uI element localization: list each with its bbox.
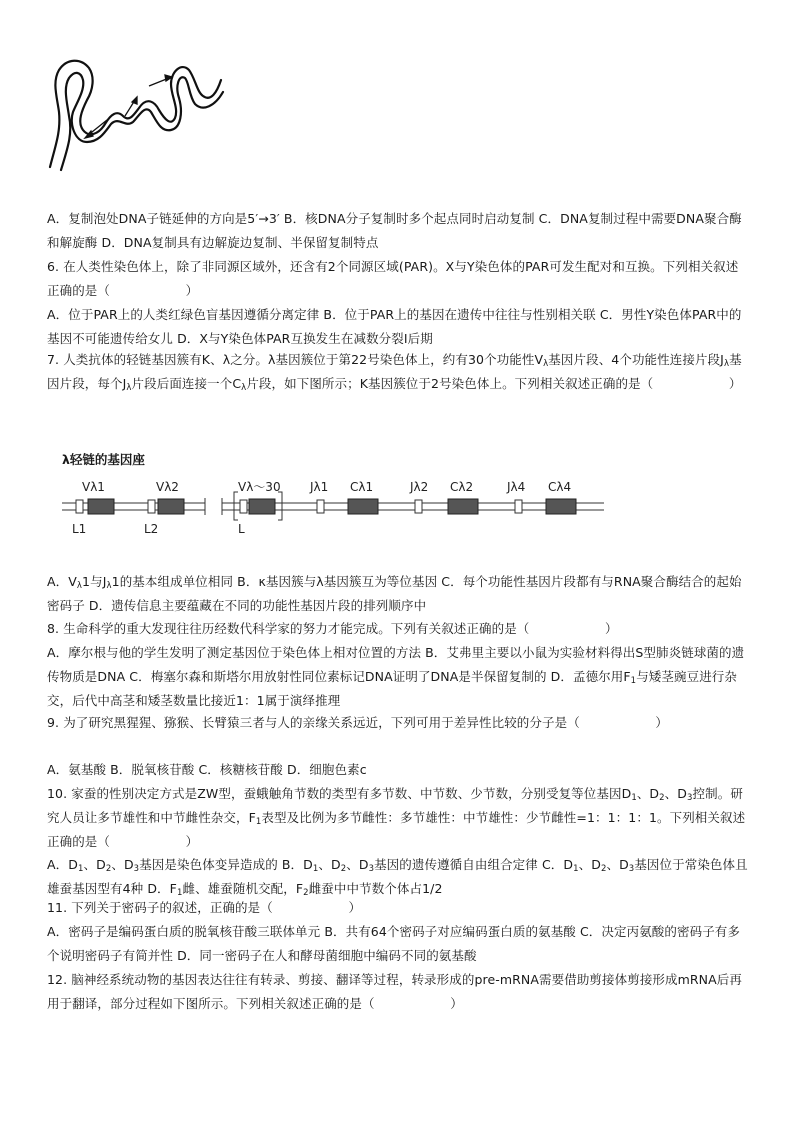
q11-stem-text: 11. 下列关于密码子的叙述，正确的是（ ） — [47, 900, 362, 915]
q10-opt-8: 、D — [578, 857, 601, 872]
label-l1: L1 — [72, 522, 87, 536]
q10-opt-sub-7: 1 — [573, 864, 579, 874]
q8-stem — [47, 617, 749, 641]
q10-opt-9: 、D — [606, 857, 629, 872]
q7-sub-3: λ — [126, 383, 132, 393]
q10-opt-sub-5: 2 — [340, 864, 347, 874]
q10-sub-3: 3 — [687, 793, 693, 803]
dna-strand-outer — [50, 61, 221, 167]
label-c1: Cλ1 — [350, 480, 374, 494]
segment-C4 — [546, 499, 576, 514]
q5-options — [47, 207, 749, 255]
q9-stem-text: 9. 为了研究黑猩猩、猕猴、长臂猿三者与人的亲缘关系远近，下列可用于差异性比较的分子是（ ） — [47, 715, 669, 730]
q6-options — [47, 303, 749, 351]
q8-stem-text: 8. 生命科学的重大发现往往历经数代科学家的努力才能完成。下列有关叙述正确的是（ ） — [47, 621, 618, 636]
q7-opt-text-3: 1的基本组成单位相同 B．κ基因簇与λ基因簇互为等位基因 C．每个功能性基因片段都有与RNA聚合酶结合的起始密码子 D．遗传信息主要蕴藏在不同的功能性基因片段的排列顺序中 — [47, 574, 742, 613]
q10-opt-11: 雌、雄蚕随机交配，F — [182, 881, 304, 896]
segment-J2 — [415, 500, 422, 513]
q10-options — [47, 853, 749, 901]
q7-text-4: 片段后面连接一个C — [131, 376, 242, 391]
q7-stem — [47, 348, 749, 396]
q7-text-2: 基因片段、4个功能性连接片段J — [548, 352, 724, 367]
label-j4: Jλ4 — [507, 480, 526, 494]
segment-V2 — [158, 499, 184, 514]
segment-C2 — [448, 499, 478, 514]
label-l: L — [238, 522, 245, 536]
label-j1: Jλ1 — [310, 480, 329, 494]
segment-J1 — [317, 500, 324, 513]
q6-options-text: A．位于PAR上的人类红绿色盲基因遵循分离定律 B．位于PAR上的基因在遗传中往往与性别相关联 C．男性Y染色体PAR中的基因不可能遗传给女儿 D．X与Y染色体PAR互换发生在减数分裂Ⅰ后期 — [47, 307, 742, 346]
q10-opt-sub-11: 2 — [303, 888, 309, 898]
q10-text-4: 控制。研究人员让多节雄性和中节雌性杂交，F — [47, 786, 743, 825]
q10-opt-sub-8: 2 — [600, 864, 607, 874]
q7-sub-1: λ — [543, 359, 549, 369]
q10-sub-1: 1 — [631, 793, 637, 803]
q7-text-3: 基因片段，每个J — [47, 352, 742, 391]
q5-options-text: A．复制泡处DNA子链延伸的方向是5′→3′ B．核DNA分子复制时多个起点同时启动复制 C．DNA复制过程中需要DNA聚合酶和解旋酶 D．DNA复制具有边解旋边复制、半保留复制特点 — [47, 211, 742, 250]
q6-stem-text: 6. 在人类性染色体上，除了非同源区域外，还含有2个同源区域(PAR)。X与Y染色体的PAR可发生配对和互换。下列相关叙述正确的是（ ） — [47, 259, 739, 298]
q7-text-5: 片段，如下图所示；K基因簇位于2号染色体上。下列相关叙述正确的是（ ） — [246, 376, 742, 391]
q10-opt-sub-10: 1 — [176, 888, 183, 898]
q10-opt-4: 基因是染色体变异造成的 B．D — [139, 857, 313, 872]
label-c2: Cλ2 — [450, 480, 474, 494]
q10-opt-1: A．D — [47, 857, 78, 872]
segment-L1 — [76, 500, 83, 513]
q10-text-1: 10. 家蚕的性别决定方式是ZW型，蚕蛾触角节数的类型有多节数、中节数、少节数，分别受复等位基因D — [47, 786, 632, 801]
q10-opt-7: 基因的遗传遵循自由组合定律 C．D — [374, 857, 574, 872]
q12-stem — [47, 968, 749, 1016]
label-v2: Vλ2 — [156, 480, 179, 494]
q11-options — [47, 920, 749, 968]
q10-sub-4: 1 — [255, 817, 262, 827]
q10-opt-sub-4: 1 — [312, 864, 319, 874]
label-v1: Vλ1 — [82, 480, 105, 494]
segment-J4 — [515, 500, 522, 513]
label-j2: Jλ2 — [410, 480, 429, 494]
q10-text-2: 、D — [636, 786, 660, 801]
q10-opt-sub-2: 2 — [105, 864, 112, 874]
q10-opt-sub-3: 3 — [133, 864, 140, 874]
q8-opt-text-2: 与矮茎豌豆进行杂交，后代中高茎和矮茎数量比接近1：1属于演绎推理 — [47, 669, 737, 708]
q7-opt-text-2: 1与J — [82, 574, 107, 589]
label-l2: L2 — [144, 522, 159, 536]
q8-options — [47, 641, 749, 713]
label-v30: Vλ～30 — [238, 480, 281, 494]
q10-opt-sub-6: 3 — [368, 864, 375, 874]
q7-opt-sub-1: λ — [76, 581, 83, 591]
lambda-locus-title: λ轻链的基因座 — [62, 452, 145, 467]
q10-text-3: 、D — [664, 786, 687, 801]
segment-V1 — [88, 499, 114, 514]
q12-stem-text: 12. 脑神经系统动物的基因表达往往有转录、剪接、翻译等过程，转录形成的pre-mRNA需要借助剪接体剪接形成mRNA后再用于翻译，部分过程如下图所示。下列相关叙述正确的是（ ） — [47, 972, 742, 1011]
q7-sub-4: λ — [241, 383, 247, 393]
q10-opt-10: 基因位于常染色体且雄蚕基因型有4种 D．F — [47, 857, 748, 896]
segment-V30 — [249, 499, 275, 514]
q10-opt-2: 、D — [83, 857, 106, 872]
q10-opt-12: 雌蚕中中节数个体占1/2 — [308, 881, 443, 896]
q9-stem — [47, 711, 749, 735]
q10-opt-sub-1: 1 — [77, 864, 84, 874]
q10-sub-2: 2 — [659, 793, 665, 803]
q9-options-text: A．氨基酸 B．脱氧核苷酸 C．核糖核苷酸 D．细胞色素c — [47, 762, 367, 777]
segment-C1 — [348, 499, 378, 514]
q10-opt-6: 、D — [346, 857, 369, 872]
label-c4: Cλ4 — [548, 480, 572, 494]
q7-sub-2: λ — [723, 359, 730, 369]
q10-stem — [47, 782, 749, 854]
q6-stem — [47, 255, 749, 303]
q10-opt-5: 、D — [318, 857, 341, 872]
q11-stem — [47, 896, 749, 920]
segment-L — [240, 500, 247, 513]
q8-opt-sub: 1 — [630, 676, 637, 686]
q8-opt-text-1: A．摩尔根与他的学生发明了测定基因位于染色体上相对位置的方法 B．艾弗里主要以小鼠为实验材料得出S型肺炎链球菌的遗传物质是DNA C．梅塞尔森和斯塔尔用放射性同位素标记DNA证明了DNA是半保留复制的 D．孟德尔用F — [47, 645, 745, 684]
dna-strand-inner — [61, 73, 223, 170]
q11-options-text: A．密码子是编码蛋白质的脱氧核苷酸三联体单元 B．共有64个密码子对应编码蛋白质的氨基酸 C．决定丙氨酸的密码子有多个说明密码子有简并性 D．同一密码子在人和酵母菌细胞中编码不同的氨基酸 — [47, 924, 741, 963]
q7-opt-sub-2: λ — [106, 581, 112, 591]
q7-opt-text-1: A．V — [47, 574, 77, 589]
q10-opt-3: 、D — [111, 857, 134, 872]
q7-options — [47, 570, 749, 618]
q10-text-5: 表型及比例为多节雌性：多节雄性：中节雄性：少节雌性=1：1：1：1。下列相关叙述正确的是（ ） — [47, 810, 746, 849]
lambda-locus-diagram — [60, 478, 620, 540]
q7-text-1: 7. 人类抗体的轻链基因簇有K、λ之分。λ基因簇位于第22号染色体上，约有30个功能性V — [47, 352, 544, 367]
dna-replication-figure — [47, 52, 232, 172]
q9-options — [47, 758, 749, 782]
q10-opt-sub-9: 3 — [628, 864, 635, 874]
segment-L2 — [148, 500, 155, 513]
